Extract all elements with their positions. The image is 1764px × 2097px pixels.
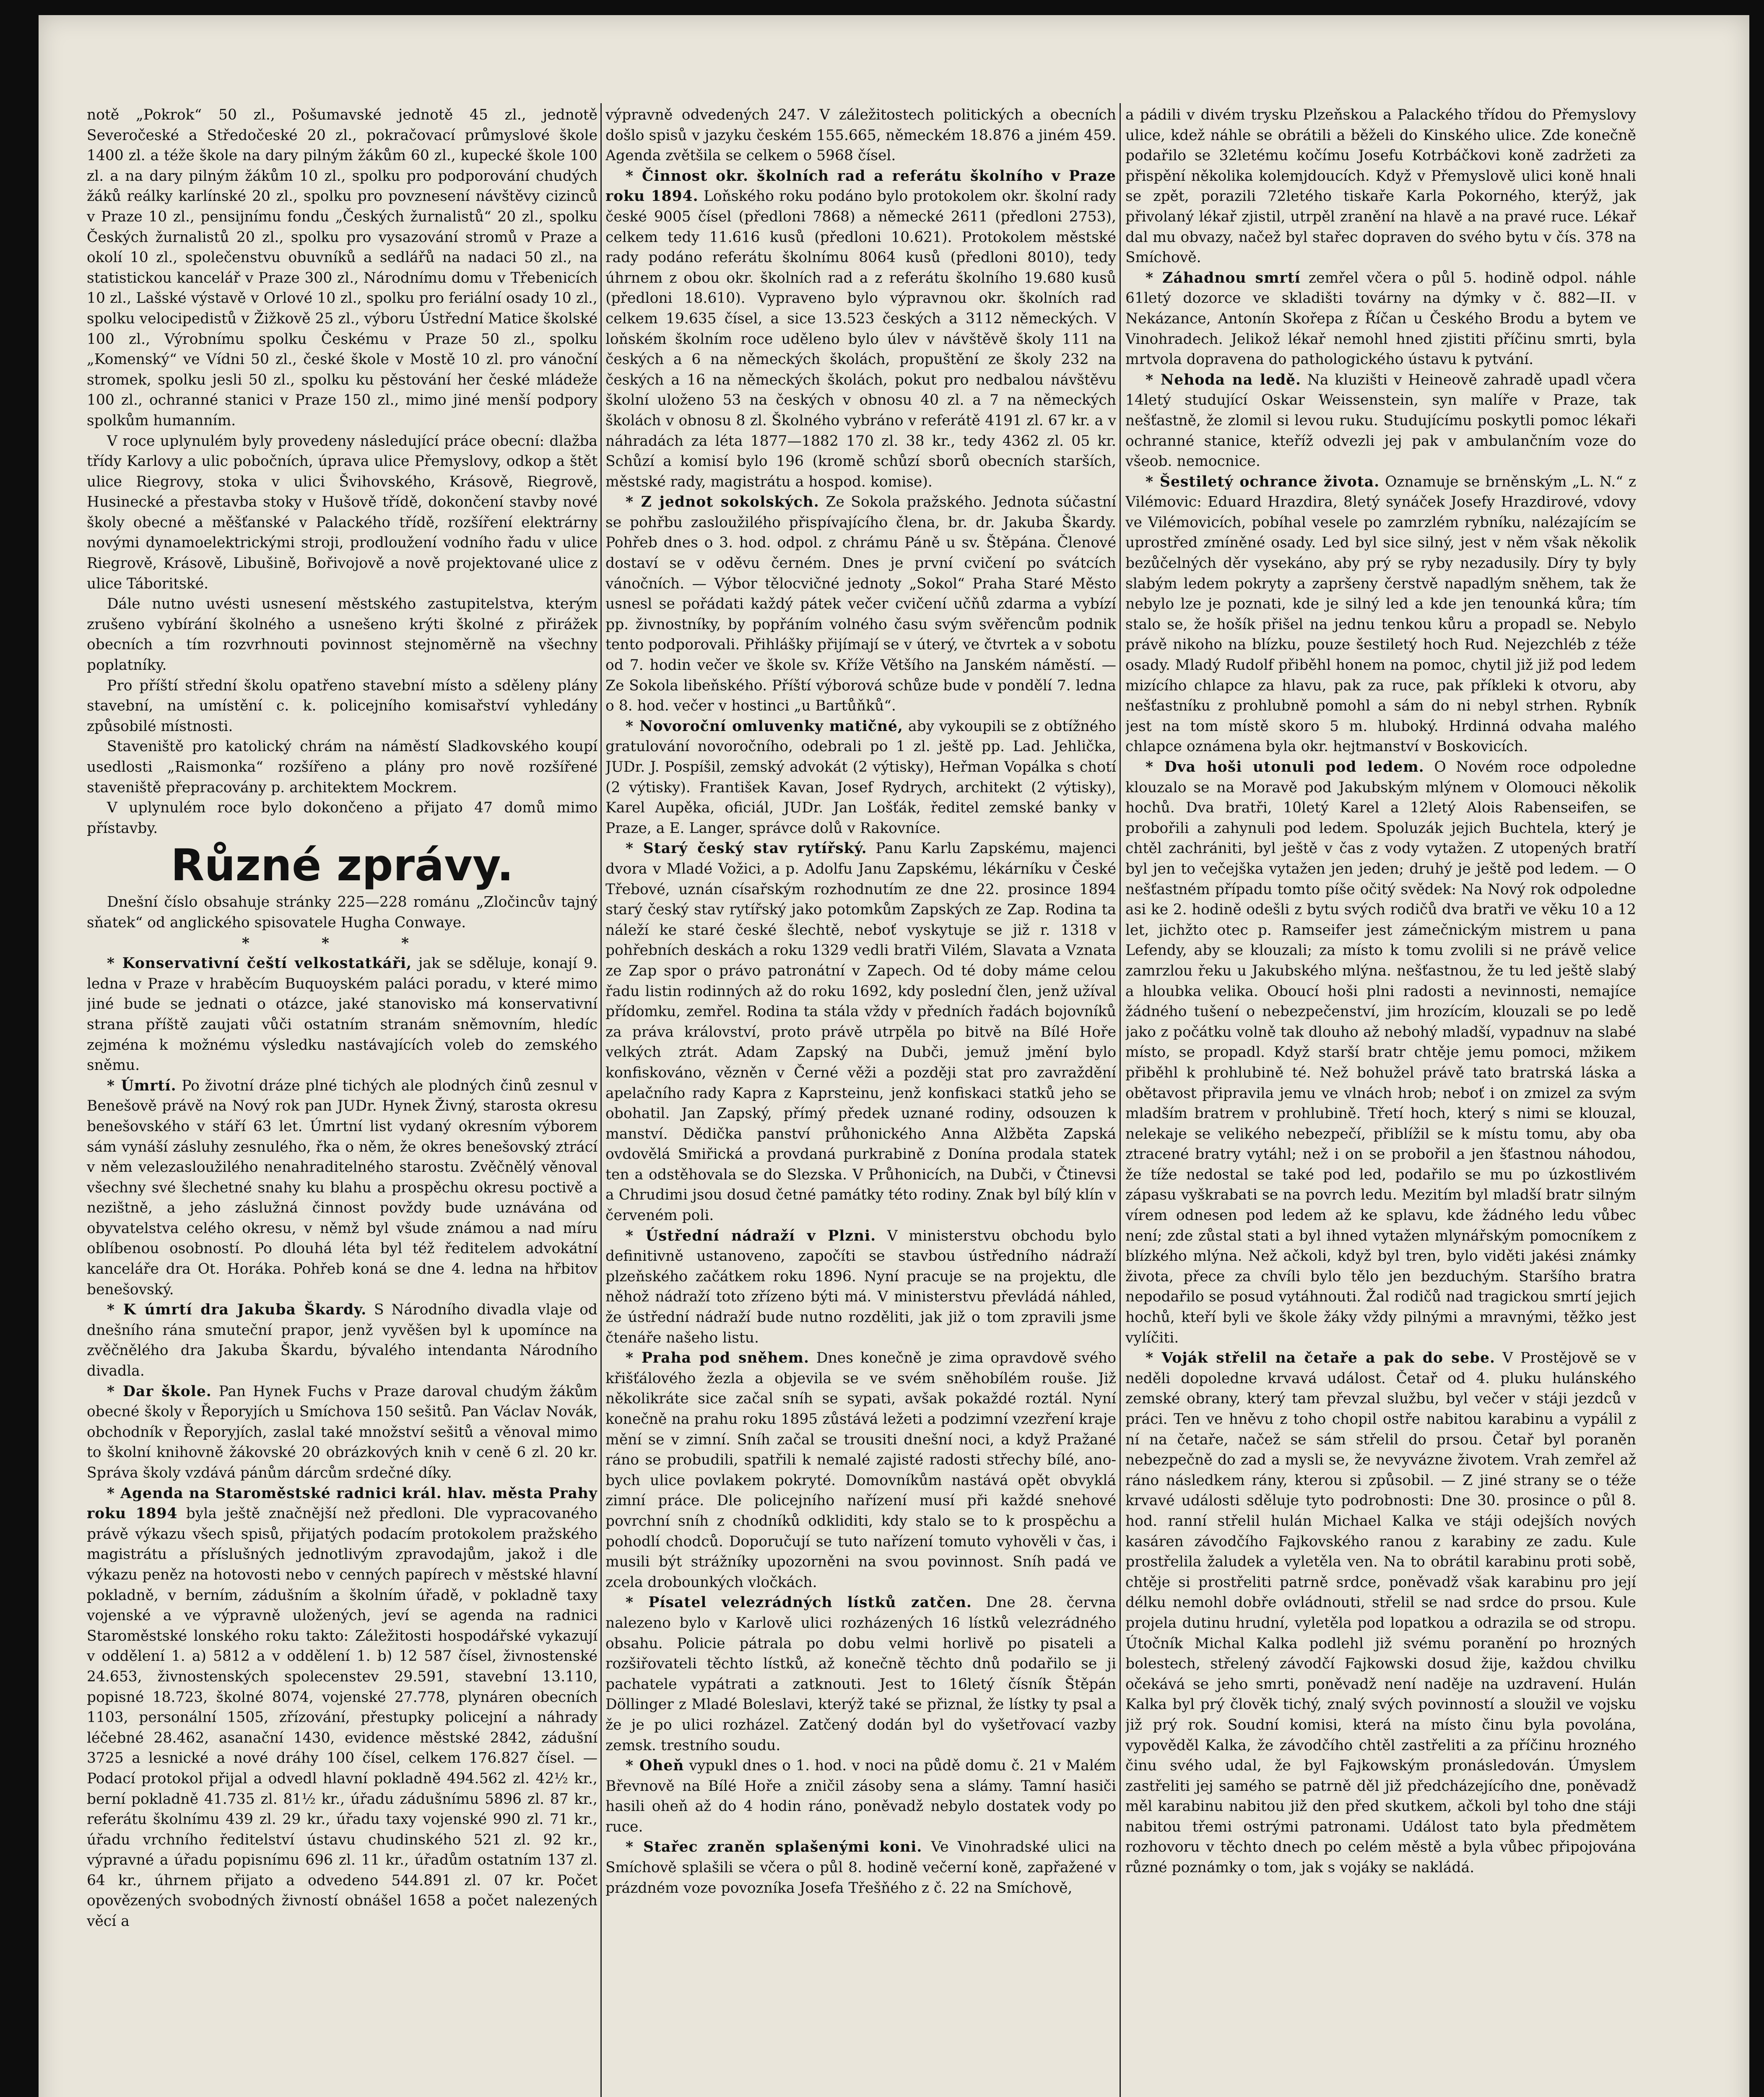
news-item-heading: * Z jednot sokolských. <box>626 494 819 511</box>
paragraph: a pádili v divém trysku Plzeňskou a Palackého třídou do Přemyslovy ulice, kdež náhle se obrátili a běželi do Kinského ulice. Zde konečně podařilo se 32letému kočímu Josefu Kotrbáčkovi koně zadržeti za přispění několika kolemjdoucích. Když v Přemyslově ulici koně hnali se zpět, porazili 72letého tiskaře Karla Pokorného, kterýž, jak přivolaný lékař zjistil, utrpěl zranění na hlavě a na pravé ruce. Lékař dal mu obvazy, načež byl stařec dopraven do svého bytu v čís. 378 na Smíchově. <box>1125 107 1636 266</box>
news-item-body: V ministerstvu obchodu bylo definitivně ustanoveno, započíti se stavbou ústředního nádraží plzeňského začátkem roku 1896. Nyní pracuje se na projektu, dle něhož nádraží toto zřízeno býti má. V ministerstvu převládá náhled, že ústřední nádraží bude nutno rozděliti, jak již o tom zpravili jsme čtenáře našeho listu. <box>605 1227 1116 1346</box>
news-item-heading: * Úmrtí. <box>107 1077 177 1094</box>
news-item-body: zemřel včera o půl 5. hodině odpol. náhle 61letý dozorce ve skladišti továrny na dýmky v č. 882—II. v Nekázance, Antonín Skořepa z Říčan u Českého Brodu a bytem ve Vinohradech. Jelikož lékař nemohl hned zjistiti příčinu smrti, byla mrtvola dopravena do pathologického ústavu k pytvání. <box>1125 269 1636 368</box>
section-separator: * * * <box>242 934 443 952</box>
news-item <box>1125 268 1636 370</box>
news-item-body: V Prostějově se v neděli dopoledne krvavá událost. Četař od 4. pluku hulánského zemské obrany, který tam převzal službu, byl večer v stáji jezdců v práci. Ten ve hněvu z toho chopil ostře nabitou karabinu a vypálil z ní na četaře, načež se sám střelil do prsou. Četař byl poraněn nebezpečně do zad a mysli se, že nevyvázne životem. Vrah zemřel až ráno následkem rány, kterou si způsobil. — Z jiné strany se o téže krvavé události sděluje tyto podrobnosti: Dne 30. prosince o půl 8. hod. ranní střelil hulán Michael Kalka ve stáji odejších nových kasáren závodčího Fajkovského ranou z karabiny ze zadu. Kule prostřelila žaludek a vyletěla ven. Na to obrátil karabinu proti sobě, chtěje si prostřeliti patrně srdce, poněvadž však karabinu pro její délku nemohl dobře ovládnouti, střelil se nad srdce do prsou. Kule projela dutinu hrudní, vyletěla pod lopatkou a odrazila se od stropu. Útočník Michal Kalka podlehl již svému poranění po hrozných bolestech, střelený závodčí Fajkowski dosud žije, každou chvilku očekává se jeho smrti, poněvadž není naděje na uzdravení. Hulán Kalka byl prý člověk tichý, znalý svých povinností a sloužil ve vojsku již prý rok. Soudní komisi, která na místo činu byla povolána, vypověděl Kalka, že závodčího chtěl zastřeliti a za příčinu hrozného činu svého udal, že byl Fajkowským pronásledován. Úmyslem zastřeliti jej samého se patrně děl již předcházejícího dne, poněvadž měl karabinu nabitou již den před skutkem, ačkoli byl toho dne stáji nabitou třemi ostrými patronami. Událost tato byla předmětem rozhovoru v těchto dnech po celém městě a byla vůbec připojována různé poznámky o tom, jak s vojáky se nakládá. <box>1125 1350 1636 1876</box>
text-column-middle <box>605 105 1116 2097</box>
news-item <box>87 1483 598 1932</box>
news-item <box>1125 757 1636 1348</box>
news-item <box>1125 370 1636 472</box>
paragraph: V uplynulém roce bylo dokončeno a přijato 47 domů mimo přístavby. <box>87 799 598 837</box>
news-item-heading: * Konservativní čeští velkostatkáři, <box>107 955 412 972</box>
news-item <box>87 1382 598 1483</box>
news-item-heading: * Dar škole. <box>107 1383 212 1400</box>
paragraph: Dnešní číslo obsahuje stránky 225—228 románu „Zločincův tajný sňatek“ od anglického spisovatele Hugha Conwaye. <box>87 894 598 931</box>
news-item-body: Dne 28. června nalezeno bylo v Karlově ulici rozházených 16 lístků velezrádného obsahu. Policie pátrala po dobu velmi horlivě po pisateli a rozšiřovateli těchto lístků, až konečně těchto dnů podařilo se ji pachatele vypátrati a zatknouti. Jest to 16letý čísník Štěpán Döllinger z Mladé Boleslavi, kterýž také se přiznal, že lístky ty psal a že je po ulici rozházel. Zatčený dodán byl do vyšetřovací vazby zemsk. trestního soudu. <box>605 1594 1116 1754</box>
news-item <box>605 1837 1116 1898</box>
news-item <box>605 1592 1116 1756</box>
news-item-body: aby vykoupili se z obtížného gratulování novoročního, odebrali po 1 zl. ještě pp. Lad. Jehlička, JUDr. J. Pospíšil, zemský advokát (2 výtisky), Heřman Vopálka s chotí (2 výtisky). František Kavan, Josef Rydrych, architekt (2 výtisky), Karel Aupěka, oficiál, JUDr. Jan Lošťák, ředitel zemské banky v Praze, a E. Langer, správce dolů v Rakovníce. <box>605 718 1116 837</box>
news-item <box>605 838 1116 1225</box>
news-item-heading: * Činnost okr. školních rad a referátu školního v Praze roku 1894. <box>605 167 1116 205</box>
paragraph: výpravně odvedených 247. V záležitostech politických a obecních došlo spisů v jazyku českém 155.665, německém 18.876 a jiném 459. Agenda zvětšila se celkem o 5968 čísel. <box>605 107 1116 164</box>
news-item-body: Po životní dráze plné tichých ale plodných činů zesnul v Benešově právě na Nový rok pan JUDr. Hynek Živný, starosta okresu benešovského v stáří 63 let. Úmrtní list vydaný okresním výborem sám vynáší zásluhy zesnulého, řka o něm, že okres benešovský ztrácí v něm velezasloužilého nenahraditelného starostu. Zvěčnělý věnoval všechny své šlechetné snahy ku blahu a prospěchu okresu poctivě a nezištně, a jeho záslužná činnost povždy bude uznávána od obyvatelstva celého okresu, v němž byl všude známou a nad míru oblíbenou osobností. Po dlouhá léta byl též ředitelem advokátní kanceláře dra Ot. Horáka. Pohřeb koná se dne 4. ledna na hřbitov benešovský. <box>87 1077 598 1298</box>
section-title: Různé zprávy. <box>171 840 514 891</box>
column-divider <box>600 103 602 2097</box>
news-item-heading: * Oheň <box>626 1757 684 1774</box>
news-item-heading: * Agenda na Staroměstské radnici král. hlav. města Prahy roku 1894 <box>87 1485 598 1522</box>
news-item-body: Panu Karlu Zapskému, majenci dvora v Mladé Vožici, a p. Adolfu Janu Zapskému, lékárníku v České Třebové, uznán císařským rozhodnutím ze dne 22. prosince 1894 starý český stav rytířský jako potomkům Zapských ze Zap. Rodina ta náleží ke staré české šlechtě, neboť vyskytuje se již r. 1318 v pohřebních deskách a roku 1329 vedli bratři Vilém, Slavata a Vznata ze Zap spor o právo patronátní v Zapech. Od té doby máme celou řadu listin rodinných až do roku 1692, kdy poslední člen, jenž užíval přídomku, zemřel. Rodina ta stála vždy v předních řadách bojovníků za práva království, proto právě utrpěla po bitvě na Bílé Hoře velkých ztrát. Adam Zapský na Dubči, jemuž jmění bylo konfiskováno, vězněn v Černé věži a později stat pro zavraždění apelačního rady Kapra z Kaprsteinu, jenž konfiskaci statků jeho se obohatil. Jan Zapský, přímý předek uznané rodiny, odsouzen k manství. Dědička panství průhonického Anna Alžběta Zapská ovdovělá Smiřická a provdaná purkrabině z Donína prodala statek ten a odstěhovala se do Slezska. V Průhonicích, na Dubči, v Čtinevsi a Chrudimi jsou dosud četné památky této rodiny. Znak byl bílý klín v červeném poli. <box>605 840 1116 1224</box>
news-item-heading: * Novoroční omluvenky matičné, <box>626 718 903 735</box>
news-item-heading: * Starý český stav rytířský. <box>626 840 867 857</box>
newspaper-page <box>39 15 1749 2097</box>
news-item <box>605 1348 1116 1592</box>
news-item <box>87 953 598 1076</box>
news-item <box>605 716 1116 839</box>
paragraph: Pro příští střední školu opatřeno stavební místo a sděleny plány stavební, na umístění c. k. policejního komisařství vyhledány způsobilé místnosti. <box>87 677 598 735</box>
paragraph: Dále nutno uvésti usnesení městského zastupitelstva, kterým zrušeno vybírání školného a usnešeno krýti školné z přirážek obecních a tím rozvrhnouti povinnost stejnoměrně na všechny poplatníky. <box>87 596 598 674</box>
news-item-body: O Novém roce odpoledne klouzalo se na Moravě pod Jakubským mlýnem v Olomouci několik hochů. Dva bratři, 10letý Karel a 12letý Alois Rabenseifen, se probořili a zahynuli pod ledem. Spoluzák jejich Buchtela, který je chtěl zachrániti, byl ještě v čas z vody vytažen. Z utopených bratří byl jen to večejška vytažen jen jeden; druhý je ještě pod ledem. — O nešťastném případu tomto píše očitý svědek: Na Nový rok odpoledne asi ke 2. hodině odešli z bytu svých rodičů dva bratři ve věku 10 a 12 let, jichžto otec p. Ramseifer jest zámečnickým mistrem u pana Lefendy, aby se klouzali; za místo k tomu zvolili si ne právě velice zamrzlou řeku u Jakubského mlýna. nešťastnou, že tu led ještě slabý a hloubka velika. Oboucí hoši plni radosti a nevinnosti, nemajíce žádného tušení o nebezpečenství, jim hrozícím, klouzali se po ledě jako z počátku volně tak dlouho až nebohý mladší, vypadnuv na slabé místo, se propadl. Když starší bratr chtěje jemu pomoci, mžikem přiběhl k prohlubině té. Než bohužel právě tato bratrská láska a obětavost připravila jemu ve vlnách hrob; neboť i on zmizel za svým mladším bratrem v prohlubině. Třetí hoch, který s nimi se klouzal, nelekaje se velikého nebezpečí, přiblížil se k místu tomu, aby oba ztracené bratry vytáhl; než i on se probořil a jen šťastnou náhodou, že tíže nedostal se také pod led, podařilo se mu po úzkostlivém zápasu vyškrabati se na povrch ledu. Mezitím byl mladší bratr silným vírem odnesen pod ledem až ke splavu, kde žádného ledu vůbec není; zde zůstal stati a byl ihned vytažen mlynářským pomocníkem z blízkého mlýna. Než ačkoli, když byl tren, bylo viděti jakési známky života, přece za chvíli bylo tělo jen bezduchým. Staršího bratra nepodařilo se posud vytáhnouti. Žal rodičů nad tragickou smrtí jejich hochů, kteří byli ve škole žáky vždy pilnými a mravnými, těžko jest vylíčiti. <box>1125 759 1636 1346</box>
news-item <box>87 1300 598 1381</box>
news-item <box>605 1226 1116 1348</box>
news-item-body: byla ještě značnější než předloni. Dle vypracovaného právě výkazu všech spisů, přijatých podacím protokolem pražského magistrátu a příslušných jednotlivým zpravodajům, jakož i dle výkazu peněz na hotovosti nebo v cenných papírech v městské hlavní pokladně, v berním, zádušním a školním úřadě, v pokladně taxy vojenské a ve výpravně uložených, jeví se agenda na radnici Staroměstské lonského roku takto: Záležitosti hospodářské vykazují v oddělení 1. a) 5812 a v oddělení 1. b) 12 587 čísel, živnostenské 24.653, živnostenských spolecenstev 29.591, stavební 13.110, popisné 18.723, školné 8074, vojenské 27.778, plynáren obecních 1103, personální 1505, zřízování, přestupky policejní a náhrady léčebné 28.462, asanační 1430, evidence městské 2842, zádušní 3725 a lesnické a nové dráhy 100 čísel, celkem 176.827 čísel. — Podací protokol přijal a odvedl hlavní pokladně 494.562 zl. 42½ kr., berní pokladně 41.735 zl. 81½ kr., úřadu zádušnímu 5896 zl. 87 kr., referátu školnímu 439 zl. 29 kr., úřadu taxy vojenské 990 zl. 71 kr., úřadu vrchního ředitelství ústavu chudinského 521 zl. 92 kr., výpravné a úřadu popisnímu 696 zl. 11 kr., úřadům ostatním 137 zl. 64 kr., úhrnem přijato a odvedeno 544.891 zl. 07 kr. Počet opovězených svobodných živností obnášel 1658 a počet nalezených věcí a <box>87 1505 598 1930</box>
news-item-body: Dnes konečně je zima opravdově svého křišťálového žezla a objevila se ve svém sněhobílém rouše. Již několikráte sice začal sníh se sypati, avšak pokaždé roztál. Nyní konečně na prahu roku 1895 zůstává ležeti a podzimní vzezření kraje mění se v zimní. Sníh začal se trousiti dnešní noci, a když Pražané ráno se probudili, spatřili k nemalé zajisté radosti střechy bílé, ano-bych ulice povlakem pokryté. Domovníkům nastává opět obvyklá zimní práce. Dle policejního nařízení musí při každé snehové povrchní sníh z chodníků odkliditi, kdy stalo se to k prospěchu a pohodlí chodců. Doporučují se tuto nařízení tomuto vyhověli v čas, i musili být strážníky upozorněni na svou povinnost. Sníh padá ve zcela drobounkých vločkách. <box>605 1350 1116 1591</box>
news-item-heading: * Dva hoši utonuli pod ledem. <box>1146 759 1424 775</box>
news-item-heading: * Praha pod sněhem. <box>626 1350 810 1367</box>
news-item-heading: * Šestiletý ochrance života. <box>1146 473 1380 490</box>
news-item-body: Ze Sokola pražského. Jednota súčastní se pohřbu zasloužilého přispívajícího člena, br. dr. Jakuba Škardy. Pohřeb dnes o 3. hod. odpol. z chrámu Páně u sv. Štěpána. Členové dostaví se v oděvu černém. Dnes je první cvičení po svátcích vánočních. — Výbor tělocvičné jednoty „Sokol“ Praha Staré Město usnesl se pořádati každý pátek večer cvičení učňů zdarma a vybízí pp. živnostníky, by popřáním volného času svým svěřencům podnik tento podporovali. Přihlášky přijímají se v úterý, ve čtvrtek a v sobotu od 7. hodin večer ve škole sv. Kříže Většího na Janském náměstí. — Ze Sokola libeňského. Příští výborová schůze bude v pondělí 7. ledna o 8. hod. večer v hostinci „u Bartůňků“. <box>605 494 1116 715</box>
paragraph: V roce uplynulém byly provedeny následující práce obecní: dlažba třídy Karlovy a ulic pobočních, úprava ulice Přemyslovy, odkop a štět ulice Riegrovy, stoka v ulici Švihovského, Krásově, Riegrově, Husinecké a přestavba stoky v Hušově třídě, dokončení stavby nové školy obecné a měšťanské v Palackého třídě, rozšíření elektrárny novými dynamoelektrickými stroji, prodloužení vodního řadu v ulice Riegrově, Krásově, Libušině, Bořivojově a nově projektované ulice z ulice Táboritské. <box>87 432 598 592</box>
news-item-heading: * Písatel velezrádných lístků zatčen. <box>626 1594 972 1611</box>
news-item-body: Na kluzišti v Heineově zahradě upadl včera 14letý studující Oskar Weissenstein, syn malíře v Praze, tak nešťastně, že zlomil si levou ruku. Studujícímu poskytli pomoc lékaři ochranné stanice, kteříž odvezli jej pak v ambulančním voze do všeob. nemocnice. <box>1125 371 1636 470</box>
news-item-body: Loňského roku podáno bylo protokolem okr. školní rady české 9005 čísel (předloni 7868) a německé 2611 (předloni 2753), celkem tedy 11.616 kusů (předloni 10.621). Protokolem městské rady podáno referátu školnímu 8064 kusů (předloni 8010), tedy úhrnem z obou okr. školních rad a z referátu školního 19.680 kusů (předloni 18.610). Vypraveno bylo výpravnou okr. školních rad celkem 19.635 čísel, a sice 13.523 českých a 3112 německých. V loňském školním roce uděleno bylo úlev v návštěvě školy 111 na českých a 6 na německých školách, propuštění ze školy 232 na českých a 16 na německých školách, pokut pro nedbalou návštěvu školní uloženo 53 na českých v obnosu 40 zl. a 7 na německých školách v obnosu 8 zl. Školného vybráno v referátě 4191 zl. 67 kr. a v náhradách za léta 1877—1882 170 zl. 38 kr., tedy 4362 zl. 05 kr. Schůzí a komisí bylo 196 (kromě schůzí sborů obecních starších, městské rady, magistrátu a hospod. komise). <box>605 188 1116 490</box>
news-item-heading: * Nehoda na ledě. <box>1146 371 1301 388</box>
news-item <box>1125 1348 1636 1878</box>
news-item <box>605 1756 1116 1837</box>
news-item-body: Ve Vinohradské ulici na Smíchově splašili se včera o půl 8. hodině večerní koně, zapřažené v prázdném voze povozníka Josefa Třešňého z č. 22 na Smíchově, <box>605 1839 1116 1897</box>
text-column-left <box>87 105 598 2097</box>
paragraph: Staveniště pro katolický chrám na náměstí Sladkovského koupí usedlosti „Raismonka“ rozšířeno a plány pro nově rozšířené staveniště přepracovány p. architektem Mockrem. <box>87 738 598 796</box>
paragraph: notě „Pokrok“ 50 zl., Pošumavské jednotě 45 zl., jednotě Severočeské a Středočeské 20 zl., pokračovací průmyslové škole 1400 zl. a téže škole na dary pilným žákům 60 zl., kupecké škole 100 zl. a na dary pilným žákům 10 zl., spolku pro podporování chudých žáků reálky karlínské 20 zl., spolku pro povznesení návštěvy cizinců v Praze 10 zl., pensijnímu fondu „Českých žurnalistů“ 20 zl., spolku Českých žurnalistů 20 zl., spolku pro vysazování stromů v Praze a okolí 10 zl., společenstvu obuvníků a sedlářů na nadaci 50 zl., na statistickou kancelář v Praze 300 zl., Národnímu domu v Třebenicích 10 zl., Lašské výstavě v Orlové 10 zl., spolku pro feriální osady 10 zl., spolku velocipedistů v Žižkově 25 zl., výboru Ústřední Matice školské 100 zl., Výrobnímu spolku Českému v Praze 50 zl., spolku „Komenský“ ve Vídni 50 zl., české škole v Mostě 10 zl. pro vánoční stromek, spolku jesli 50 zl., spolku ku pěstování her české mládeže 100 zl., ochranné stanici v Praze 150 zl., mimo jiné menší podpory spolkům humanním. <box>87 107 598 429</box>
text-column-right <box>1125 105 1636 2097</box>
news-item-heading: * Voják střelil na četaře a pak do sebe. <box>1146 1350 1495 1367</box>
news-item <box>1125 472 1636 757</box>
news-item <box>605 492 1116 716</box>
news-item-body: Pan Hynek Fuchs v Praze daroval chudým žákům obecné školy v Řeporyjích u Smíchova 150 sešitů. Pan Václav Novák, obchodník v Řeporyjích, zaslal také množství sešitů a věnoval mimo to školní knihovně žákovské 20 obrázkových knih v ceně 6 zl. 20 kr. Správa školy vzdává pánům dárcům srdečné díky. <box>87 1383 598 1481</box>
news-item <box>87 1076 598 1300</box>
news-item-body: vypukl dnes o 1. hod. v noci na půdě domu č. 21 v Malém Břevnově na Bílé Hoře a zničil zásoby sena a slámy. Tamní hasiči hasili oheň až do 4 hodin ráno, poněvadž nebylo dostatek vody po ruce. <box>605 1757 1116 1835</box>
column-divider <box>1120 103 1121 2097</box>
news-item-body: jak se sděluje, konají 9. ledna v Praze v hraběcím Buquoyském paláci poradu, v které mimo jiné bude se jednati o otázce, jaké stanovisko má konservativní strana příště zaujati vůči ostatním stranám sněmovním, hledíc zejména k možnému výsledku nastávajících voleb do zemského sněmu. <box>87 955 598 1074</box>
news-item-body: S Národního divadla vlaje od dnešního rána smuteční prapor, jenž vyvěšen byl k upomínce na zvěčnělého dra Jakuba Škardu, bývalého intendanta Národního divadla. <box>87 1301 598 1380</box>
news-item <box>605 166 1116 492</box>
news-item-heading: * Ústřední nádraží v Plzni. <box>626 1227 876 1244</box>
news-item-heading: * Stařec zraněn splašenými koni. <box>626 1839 922 1856</box>
news-item-heading: * K úmrtí dra Jakuba Škardy. <box>107 1301 367 1319</box>
news-item-body: Oznamuje se brněnským „L. N.“ z Vilémovic: Eduard Hrazdira, 8letý synáček Josefy Hrazdirové, vdovy ve Vilémovicích, pobíhal vesele po zamrzlém rybníku, nalézajícím se uprostřed zmíněné osady. Led byl sice silný, jest v něm však několik bezůčelných děr vysekáno, aby prý se ryby nezadusily. Díry ty byly slabým ledem pokryty a zapršeny čerstvě napadlým sněhem, tak že nebylo lze je poznati, kde je silný led a kde jen tenounká kůra; tím stalo se, že hošík přišel na jednu tenkou kůru a propadl se. Nebylo právě nikoho na blízku, pouze šestiletý hoch Rud. Nejezchléb z téže osady. Mladý Rudolf přiběhl honem na pomoc, chytil již již pod ledem mizícího chlapce za hlavu, pak za ruce, pak příkleki k otvoru, aby nešťastníku z prohlubně pomohl a sám do ni nebyl strhen. Rybník jest na tom místě skoro 5 m. hluboký. Hrdinná odvaha malého chlapce oznámena byla okr. hejtmanství v Boskovicích. <box>1125 473 1636 755</box>
news-item-heading: * Záhadnou smrtí <box>1146 269 1301 286</box>
